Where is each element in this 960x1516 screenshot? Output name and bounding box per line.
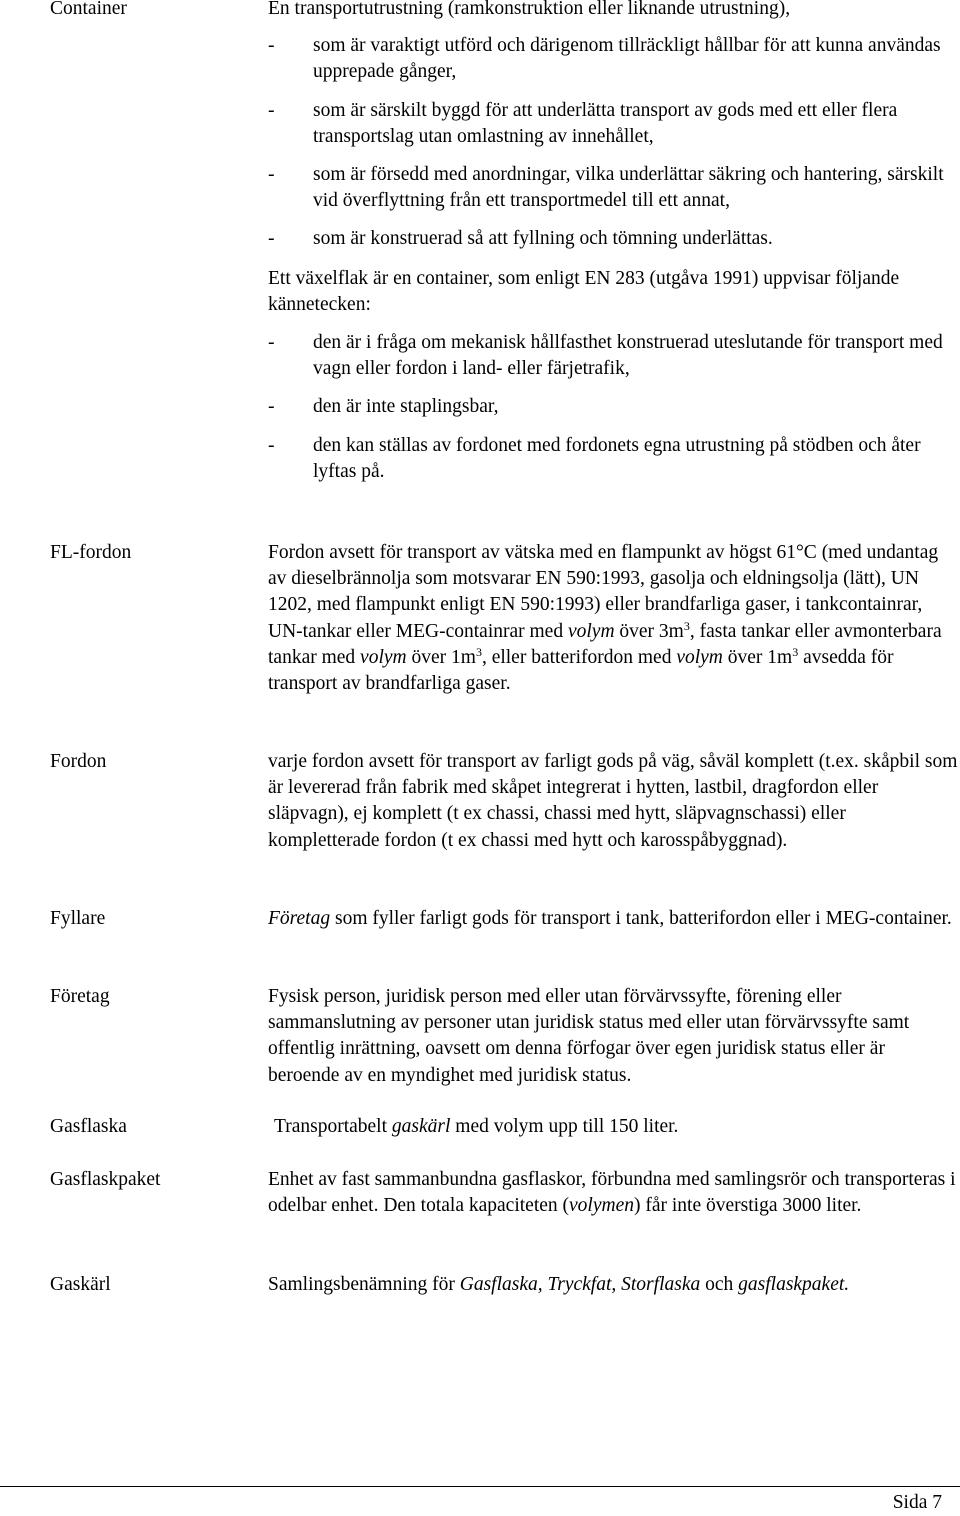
dash-marker: - xyxy=(268,332,275,354)
term-gasflaska: Gasflaska xyxy=(50,1116,127,1137)
definition-gaskarl xyxy=(268,1272,958,1298)
list-item xyxy=(268,33,958,85)
list-item-text: den är i fråga om mekanisk hållfasthet konstruerad uteslutande för transport med vagn eller fordon i land- eller färjetrafik, xyxy=(313,332,943,380)
list-item xyxy=(268,433,958,485)
dash-marker: - xyxy=(268,164,275,186)
definition-text: Företag som fyller farligt gods för transport i tank, batterifordon eller i MEG-container. xyxy=(268,908,952,929)
term-container: Container xyxy=(50,0,127,19)
definition-fyllare xyxy=(268,906,958,932)
footer-divider xyxy=(0,1486,960,1487)
term-fordon: Fordon xyxy=(50,751,107,772)
definition-fl-fordon xyxy=(268,540,958,697)
definition-fordon xyxy=(268,749,958,854)
list-item xyxy=(268,226,958,252)
term-foretag: Företag xyxy=(50,986,110,1007)
definition-text: Ett växelflak är en container, som enligt EN 283 (utgåva 1991) uppvisar följande kännetecken: xyxy=(268,267,900,315)
list-item-text: den är inte staplingsbar, xyxy=(313,396,499,418)
definition-container xyxy=(268,0,958,485)
definition-text: Transportabelt gaskärl med volym upp till 150 liter. xyxy=(274,1116,679,1137)
dash-marker: - xyxy=(268,35,275,57)
list-item-text: som är särskilt byggd för att underlätta transport av gods med ett eller flera transportslag utan omlastning av innehållet, xyxy=(313,99,898,147)
definition-text: varje fordon avsett för transport av farligt gods på väg, såväl komplett (t.ex. skåpbil som är levererad från fabrik med skåpet integrerat i hytten, lastbil, dragfordon eller släpvagn), ej komplett (t ex chassi, chassi med hytt, släpvagnschassi) eller kompletterade fordon (t ex chassi med hytt och karosspåbyggnad). xyxy=(268,751,958,851)
page-number: Sida 7 xyxy=(892,1492,942,1513)
term-fyllare: Fyllare xyxy=(50,908,106,929)
dash-marker: - xyxy=(268,99,275,121)
dash-marker: - xyxy=(268,228,275,250)
definition-text: Enhet av fast sammanbundna gasflaskor, förbundna med samlingsrör och transporteras i odelbar enhet. Den totala kapaciteten (volymen) får inte överstiga 3000 liter. xyxy=(268,1169,956,1217)
list-item xyxy=(268,162,958,214)
list-item-text: som är varaktigt utförd och därigenom tillräckligt hållbar för att kunna användas upprepade gånger, xyxy=(313,35,941,83)
term-gasflaskpaket: Gasflaskpaket xyxy=(50,1169,161,1190)
list-item-text: som är försedd med anordningar, vilka underlättar säkring och hantering, särskilt vid överflyttning från ett transportmedel till ett annat, xyxy=(313,164,944,212)
definition-gasflaska xyxy=(274,1114,960,1140)
definition-gasflaskpaket xyxy=(268,1167,958,1219)
definition-text: Fordon avsett för transport av vätska med en flampunkt av högst 61°C (med undantag av dieselbrännolja som motsvarar EN 590:1993, gasolja och eldningsolja (lätt), UN 1202, med flampunkt enligt EN 590:1993) eller brandfarliga gaser, i tankcontainrar, UN-tankar eller MEG-containrar med volym över $3m^3$, fasta tankar eller avmonterbara tankar med volym över $1m^3$, eller batterifordon med volym över $1m^3$ avsedda för transport av brandfarliga gaser. xyxy=(268,542,942,695)
list-item-text: den kan ställas av fordonet med fordonets egna utrustning på stödben och åter lyftas på. xyxy=(313,434,921,482)
list-item xyxy=(268,394,958,420)
term-gaskarl: Gaskärl xyxy=(50,1274,111,1295)
definition-text: Fysisk person, juridisk person med eller utan förvärvssyfte, förening eller sammanslutning av personer utan juridisk status med eller utan förvärvssyfte samt offentlig inrättning, oavsett om denna förfogar över egen juridisk status eller är beroende av en myndighet med juridisk status. xyxy=(268,986,910,1086)
list-item xyxy=(268,98,958,150)
definition-text: Samlingsbenämning för Gasflaska, Tryckfat, Storflaska och gasflaskpaket. xyxy=(268,1274,850,1295)
term-fl-fordon: FL-fordon xyxy=(50,542,132,563)
list-item xyxy=(268,330,958,382)
definition-text: En transportutrustning (ramkonstruktion eller liknande utrustning), xyxy=(268,0,791,19)
list-item-text: som är konstruerad så att fyllning och tömning underlättas. xyxy=(313,228,773,250)
dash-marker: - xyxy=(268,396,275,418)
definition-foretag xyxy=(268,984,958,1089)
dash-marker: - xyxy=(268,434,275,456)
